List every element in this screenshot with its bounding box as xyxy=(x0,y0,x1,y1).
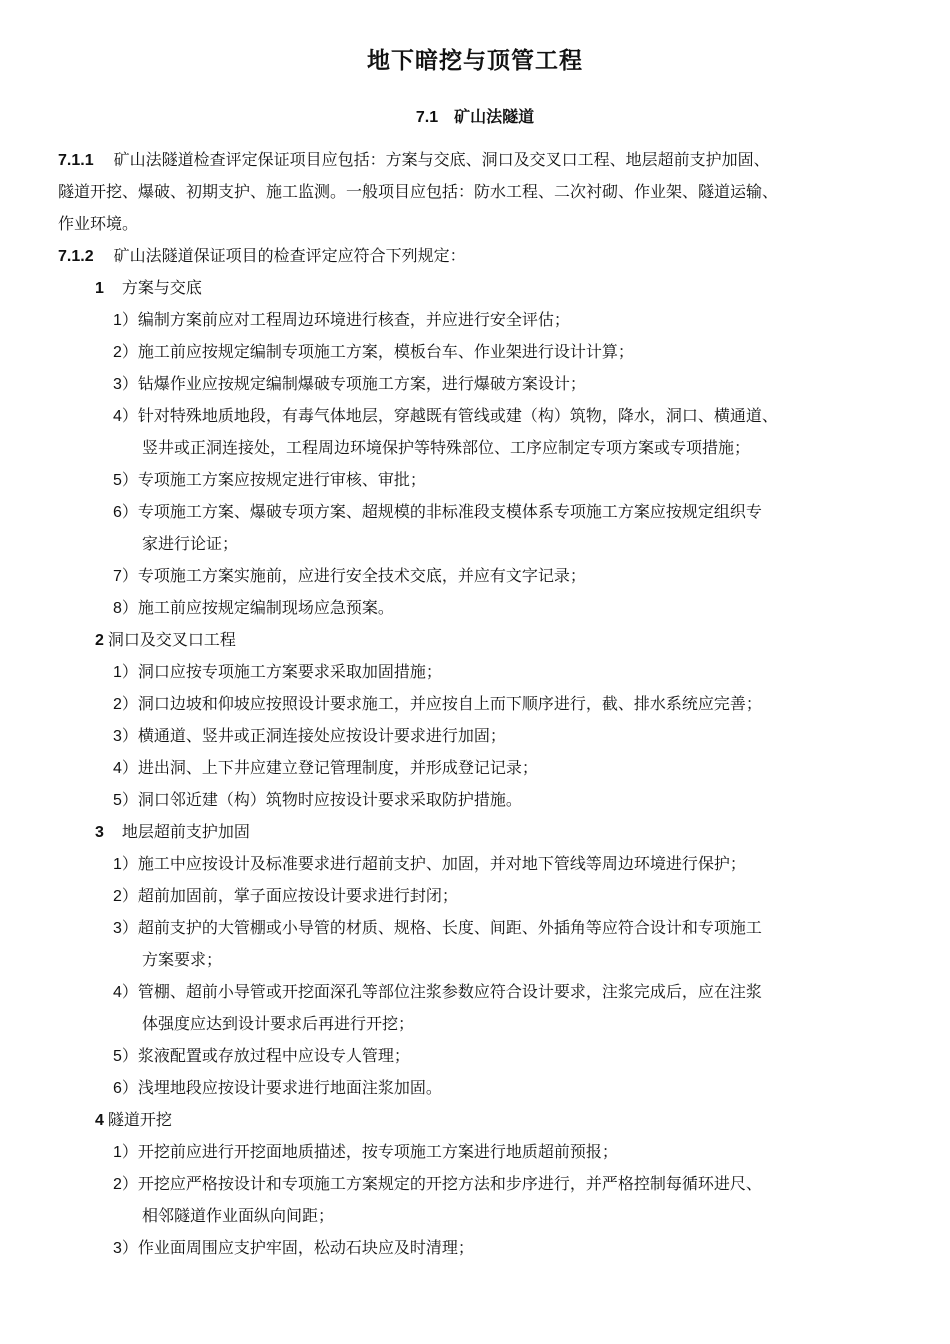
group-heading-3 xyxy=(95,822,250,843)
list-item xyxy=(113,342,634,363)
list-item xyxy=(113,1142,618,1163)
item-number: 1） xyxy=(113,664,138,681)
item-number: 2） xyxy=(113,344,138,361)
list-item xyxy=(113,502,762,523)
item-number: 5） xyxy=(113,472,138,489)
item-number: 5） xyxy=(113,1048,138,1065)
item-continuation: 竖井或正洞连接处，工程周边环境保护等特殊部位、工序应制定专项方案或专项措施； xyxy=(142,438,751,457)
item-text: 浆液配置或存放过程中应设专人管理； xyxy=(137,1046,410,1065)
item-number: 1） xyxy=(113,1144,138,1161)
item-number: 4） xyxy=(113,408,138,425)
item-number: 4） xyxy=(113,984,138,1001)
item-number: 1） xyxy=(113,312,138,329)
list-item xyxy=(113,406,778,427)
clause-7-1-2 xyxy=(58,246,466,267)
group-number: 3 xyxy=(95,824,104,841)
item-text: 针对特殊地质地段，有毒气体地层，穿越既有管线或建（构）筑物，降水，洞口、横通道、 xyxy=(137,406,778,425)
item-number: 7） xyxy=(113,568,138,585)
item-text: 浅埋地段应按设计要求进行地面注浆加固。 xyxy=(137,1078,442,1097)
item-text: 专项施工方案实施前，应进行安全技术交底，并应有文字记录； xyxy=(137,566,586,585)
item-number: 3） xyxy=(113,920,138,937)
item-text: 横通道、竖井或正洞连接处应按设计要求进行加固； xyxy=(137,726,506,745)
clause-text: 矿山法隧道保证项目的检查评定应符合下列规定： xyxy=(113,246,466,265)
group-heading-4 xyxy=(95,1110,172,1131)
list-item xyxy=(113,566,586,587)
section-title: 矿山法隧道 xyxy=(454,107,535,126)
item-number: 3） xyxy=(113,1240,138,1257)
list-item xyxy=(113,598,394,619)
page-title: 地下暗挖与顶管工程 xyxy=(367,48,583,74)
group-title: 方案与交底 xyxy=(121,278,202,297)
item-text: 洞口邻近建（构）筑物时应按设计要求采取防护措施。 xyxy=(137,790,522,809)
list-item xyxy=(113,726,506,747)
item-number: 8） xyxy=(113,600,138,617)
item-text: 施工前应按规定编制现场应急预案。 xyxy=(137,598,394,617)
list-item xyxy=(113,310,570,331)
list-item xyxy=(113,374,586,395)
section-number: 7.1 xyxy=(415,109,439,126)
item-text: 开挖应严格按设计和专项施工方案规定的开挖方法和步序进行，并严格控制每循环进尺、 xyxy=(137,1174,762,1193)
list-item xyxy=(113,790,522,811)
item-text: 洞口应按专项施工方案要求采取加固措施； xyxy=(137,662,442,681)
group-title: 地层超前支护加固 xyxy=(121,822,250,841)
clause-text: 矿山法隧道检查评定保证项目应包括：方案与交底、洞口及交叉口工程、地层超前支护加固、 xyxy=(113,150,770,169)
item-text: 洞口边坡和仰坡应按照设计要求施工，并应按自上而下顺序进行，截、排水系统应完善； xyxy=(137,694,762,713)
item-number: 4） xyxy=(113,760,138,777)
item-continuation: 方案要求； xyxy=(142,950,223,969)
item-number: 3） xyxy=(113,728,138,745)
clause-7-1-1-line-3: 作业环境。 xyxy=(58,214,139,233)
list-item xyxy=(113,758,538,779)
section-heading xyxy=(0,104,950,127)
list-item xyxy=(113,1174,762,1195)
item-text: 进出洞、上下井应建立登记管理制度，并形成登记记录； xyxy=(137,758,538,777)
item-number: 3） xyxy=(113,376,138,393)
item-number: 6） xyxy=(113,1080,138,1097)
list-item xyxy=(113,1238,474,1259)
item-number: 2） xyxy=(113,696,138,713)
list-item xyxy=(113,662,442,683)
group-number: 4 xyxy=(95,1112,104,1129)
list-item xyxy=(113,854,746,875)
group-title: 洞口及交叉口工程 xyxy=(107,630,236,649)
item-number: 2） xyxy=(113,888,138,905)
group-heading-2 xyxy=(95,630,236,651)
group-number: 2 xyxy=(95,632,104,649)
item-number: 6） xyxy=(113,504,138,521)
list-item xyxy=(113,918,762,939)
list-item xyxy=(113,694,762,715)
item-text: 编制方案前应对工程周边环境进行核查，并应进行安全评估； xyxy=(137,310,570,329)
item-continuation: 家进行论证； xyxy=(142,534,239,553)
item-text: 管棚、超前小导管或开挖面深孔等部位注浆参数应符合设计要求，注浆完成后，应在注浆 xyxy=(137,982,762,1001)
list-item xyxy=(113,1046,410,1067)
item-text: 超前支护的大管棚或小导管的材质、规格、长度、间距、外插角等应符合设计和专项施工 xyxy=(137,918,762,937)
list-item xyxy=(113,886,458,907)
item-text: 施工中应按设计及标准要求进行超前支护、加固，并对地下管线等周边环境进行保护； xyxy=(137,854,746,873)
item-continuation: 相邻隧道作业面纵向间距； xyxy=(142,1206,335,1225)
group-number: 1 xyxy=(95,280,104,297)
item-number: 5） xyxy=(113,792,138,809)
item-text: 钻爆作业应按规定编制爆破专项施工方案，进行爆破方案设计； xyxy=(137,374,586,393)
clause-7-1-1-line-2: 隧道开挖、爆破、初期支护、施工监测。一般项目应包括：防水工程、二次衬砌、作业架、隧道运输、 xyxy=(58,182,779,201)
list-item xyxy=(113,982,762,1003)
clause-number: 7.1.1 xyxy=(58,152,94,169)
list-item xyxy=(113,1078,442,1099)
item-text: 作业面周围应支护牢固，松动石块应及时清理； xyxy=(137,1238,474,1257)
item-text: 施工前应按规定编制专项施工方案，模板台车、作业架进行设计计算； xyxy=(137,342,634,361)
group-heading-1 xyxy=(95,278,202,299)
clause-number: 7.1.2 xyxy=(58,248,94,265)
item-text: 超前加固前，掌子面应按设计要求进行封闭； xyxy=(137,886,458,905)
item-continuation: 体强度应达到设计要求后再进行开挖； xyxy=(142,1014,415,1033)
item-number: 2） xyxy=(113,1176,138,1193)
item-text: 专项施工方案应按规定进行审核、审批； xyxy=(137,470,426,489)
group-title: 隧道开挖 xyxy=(107,1110,172,1129)
item-text: 专项施工方案、爆破专项方案、超规模的非标准段支模体系专项施工方案应按规定组织专 xyxy=(137,502,762,521)
item-number: 1） xyxy=(113,856,138,873)
clause-7-1-1-line-1 xyxy=(58,150,770,171)
list-item xyxy=(113,470,426,491)
item-text: 开挖前应进行开挖面地质描述，按专项施工方案进行地质超前预报； xyxy=(137,1142,618,1161)
